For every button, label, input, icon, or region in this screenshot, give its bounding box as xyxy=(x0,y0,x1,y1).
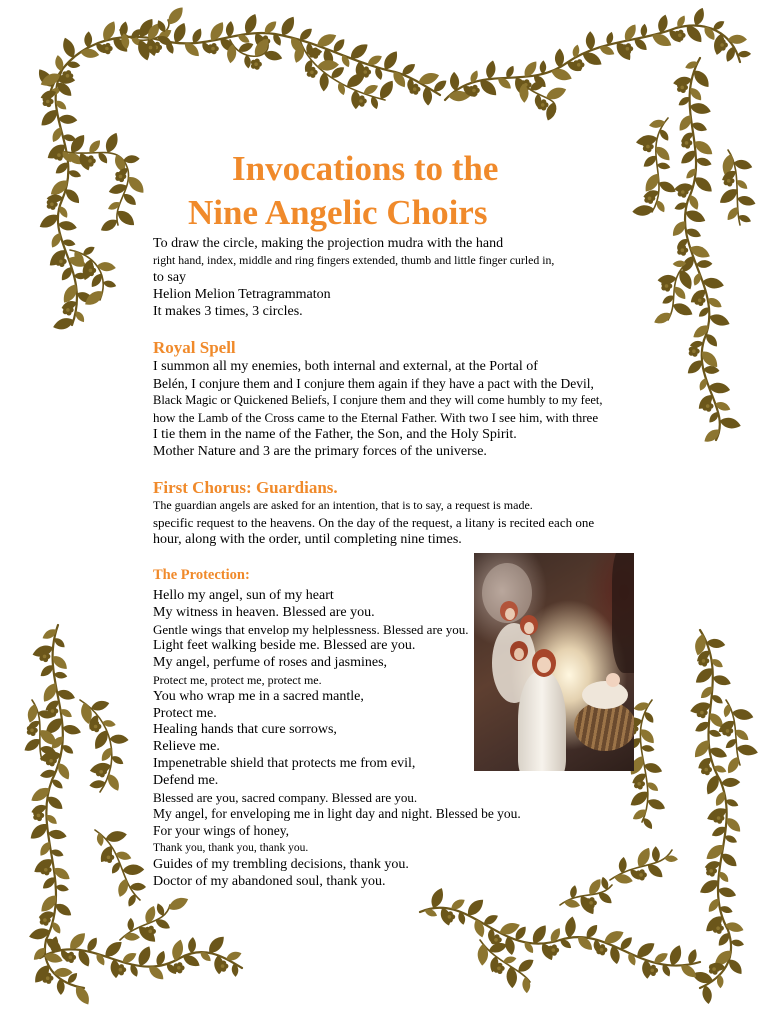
protection-line: My witness in heaven. Blessed are you. xyxy=(153,604,375,620)
protection-line: Blessed are you, sacred company. Blessed are you. xyxy=(153,789,418,805)
royal-spell-line: Black Magic or Quickened Beliefs, I conjure them and they will come humbly to my feet, xyxy=(153,393,603,407)
first-chorus-block xyxy=(153,497,594,548)
protection-line: You who wrap me in a sacred mantle, xyxy=(153,688,364,704)
protection-line: Thank you, thank you, thank you. xyxy=(153,841,309,854)
page-title-line-1: Invocations to the xyxy=(232,149,499,188)
protection-line: My angel, perfume of roses and jasmines, xyxy=(153,655,388,671)
protection-line: For your wings of honey, xyxy=(153,823,289,839)
royal-spell-line: Mother Nature and 3 are the primary forces of the universe. xyxy=(153,444,487,459)
protection-line: Doctor of my abandoned soul, thank you. xyxy=(153,873,386,889)
royal-spell-line: I tie them in the name of the Father, the Son, and the Holy Spirit. xyxy=(153,427,517,442)
royal-spell-line: Belén, I conjure them and I conjure them again if they have a pact with the Devil, xyxy=(153,376,594,391)
intro-line: right hand, index, middle and ring fingers extended, thumb and little finger curled in, xyxy=(153,253,555,267)
protection-line: Guides of my trembling decisions, thank you. xyxy=(153,856,409,872)
protection-line: Protect me, protect me, protect me. xyxy=(153,672,322,687)
intro-line: To draw the circle, making the projection mudra with the hand xyxy=(153,236,504,251)
intro-line: to say xyxy=(153,270,187,285)
royal-spell-block xyxy=(153,358,603,460)
intro-line: It makes 3 times, 3 circles. xyxy=(153,304,303,319)
protection-line: Healing hands that cure sorrows, xyxy=(153,722,337,738)
intro-line: Helion Melion Tetragrammaton xyxy=(153,287,331,302)
protection-line: Relieve me. xyxy=(153,739,220,755)
royal-spell-line: how the Lamb of the Cross came to the Eternal Father. With two I see him, with three xyxy=(153,410,599,425)
protection-block xyxy=(153,588,521,890)
intro-block xyxy=(153,235,554,320)
section-heading-first-chorus: First Chorus: Guardians. xyxy=(153,478,338,497)
first-chorus-line: specific request to the heavens. On the day of the request, a litany is recited each one xyxy=(153,515,595,530)
protection-line: Defend me. xyxy=(153,772,219,788)
page-title-line-2: Nine Angelic Choirs xyxy=(188,193,488,232)
protection-line: Hello my angel, sun of my heart xyxy=(153,588,334,603)
protection-line: Light feet walking beside me. Blessed are you. xyxy=(153,638,416,654)
protection-line: Impenetrable shield that protects me from evil, xyxy=(153,755,416,771)
section-heading-protection: The Protection: xyxy=(153,567,250,583)
section-heading-royal-spell: Royal Spell xyxy=(153,338,236,357)
protection-line: My angel, for enveloping me in light day and night. Blessed be you. xyxy=(153,806,521,822)
first-chorus-line: hour, along with the order, until completing nine times. xyxy=(153,532,462,547)
protection-line: Protect me. xyxy=(153,705,217,721)
royal-spell-line: I summon all my enemies, both internal and external, at the Portal of xyxy=(153,359,538,374)
protection-line: Gentle wings that envelop my helplessness. Blessed are you. xyxy=(153,621,469,637)
first-chorus-line: The guardian angels are asked for an intention, that is to say, a request is made. xyxy=(153,498,533,512)
